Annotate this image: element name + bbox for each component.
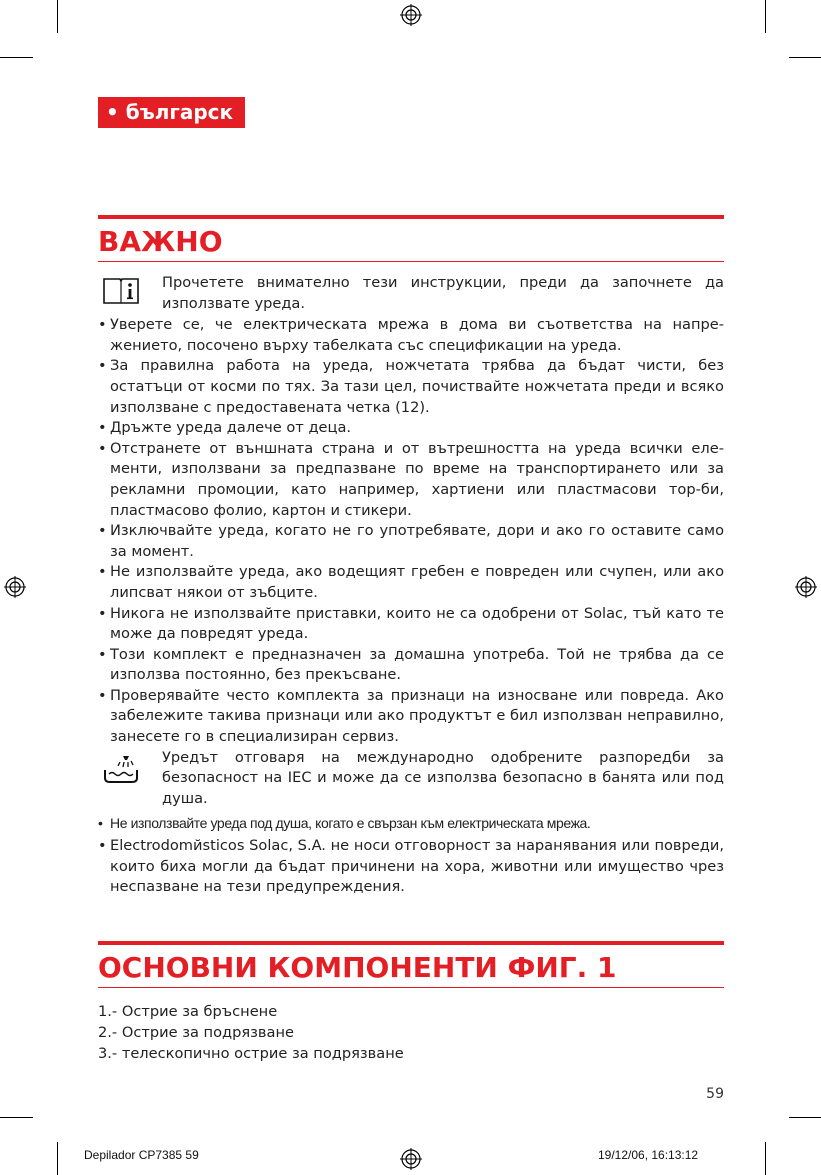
info-note <box>98 273 724 314</box>
warning-item: • Този комплект е предназначен за домашна употреба. Той не трябва да се използва постоянно, без прекъсване. <box>98 645 724 686</box>
warning-item: • Отстранете от външната страна и от вътрешността на уреда всички еле-менти, използвани за предпазване по време на транспортирането или за рекламни промоции, като например, хартиени или пластмасови тор-би, пластмасово фолио, картон и стикери. <box>98 439 724 521</box>
registration-mark-icon <box>795 576 817 598</box>
warning-item: • Дръжте уреда далече от деца. <box>98 418 724 439</box>
warning-item: • Изключвайте уреда, когато не го употребявате, дори и ако го оставите само за момент. <box>98 521 724 562</box>
liability-note: • Electrodomйsticos Solac, S.A. не носи отговорност за наранявания или повреди, които биха могли да бъдат причинени на хора, животни или имущество чрез неспазване на тези предупреждения. <box>98 836 724 898</box>
warning-item: • Проверявайте често комплекта за признаци на износване или повреда. Ако забележите такива признаци или ако продуктът е бил използван неправилно, занесете го в специализиран сервиз. <box>98 686 724 748</box>
bath-shower-icon <box>102 754 140 786</box>
shower-warning: • Не използвайте уреда под душа, когато е свързан към електрическата мрежа. <box>98 813 724 834</box>
list-item: 1.- Острие за бръснене <box>98 1003 278 1020</box>
crop-mark <box>765 0 766 33</box>
language-tab: • българск <box>98 97 245 128</box>
warning-item: • Уверете се, че електрическата мрежа в дома ви съответства на напре-жението, посочено върху табелката със спецификации на уреда. <box>98 315 724 356</box>
page-number: 59 <box>706 1086 724 1102</box>
crop-mark <box>57 1142 58 1175</box>
list-item: 3.- телескопично острие за подрязване <box>98 1045 404 1062</box>
crop-mark <box>765 1142 766 1175</box>
components-heading: ОСНОВНИ КОМПОНЕНТИ ФИГ. 1 <box>98 941 724 988</box>
crop-mark <box>789 57 821 58</box>
info-book-icon <box>102 275 140 305</box>
crop-mark <box>57 0 58 33</box>
warning-item: • За правилна работа на уреда, ножчетата трябва да бъдат чисти, без остатъци от косми по тях. За тази цел, почиствайте ножчетата преди и всяко използване с предоставената четка (12). <box>98 356 724 418</box>
crop-mark <box>0 57 33 58</box>
crop-mark <box>0 1117 33 1118</box>
info-note-text: Прочетете внимателно тези инструкции, преди да започнете да използвате уреда. <box>162 274 724 312</box>
registration-mark-icon <box>400 1148 422 1170</box>
important-section <box>98 273 724 898</box>
components-list <box>98 1001 724 1064</box>
bath-safety-note <box>98 748 724 810</box>
footer-right: 19/12/06, 16:13:12 <box>598 1148 699 1162</box>
crop-mark <box>789 1117 821 1118</box>
footer-left: Depilador CP7385 59 <box>84 1148 199 1162</box>
registration-mark-icon <box>4 576 26 598</box>
warning-item: • Не използвайте уреда, ако водещият гребен е повреден или счупен, или ако липсват някои от зъбците. <box>98 562 724 603</box>
important-heading: ВАЖНО <box>98 215 724 262</box>
registration-mark-icon <box>400 4 422 26</box>
warning-item: • Никога не използвайте приставки, които не са одобрени от Solac, тъй като те може да повредят уреда. <box>98 604 724 645</box>
list-item: 2.- Острие за подрязване <box>98 1024 294 1041</box>
bath-note-text: Уредът отговаря на международно одобрените разпоредби за безопасност на IEC и може да се използва безопасно в банята или под душа. <box>162 748 724 807</box>
